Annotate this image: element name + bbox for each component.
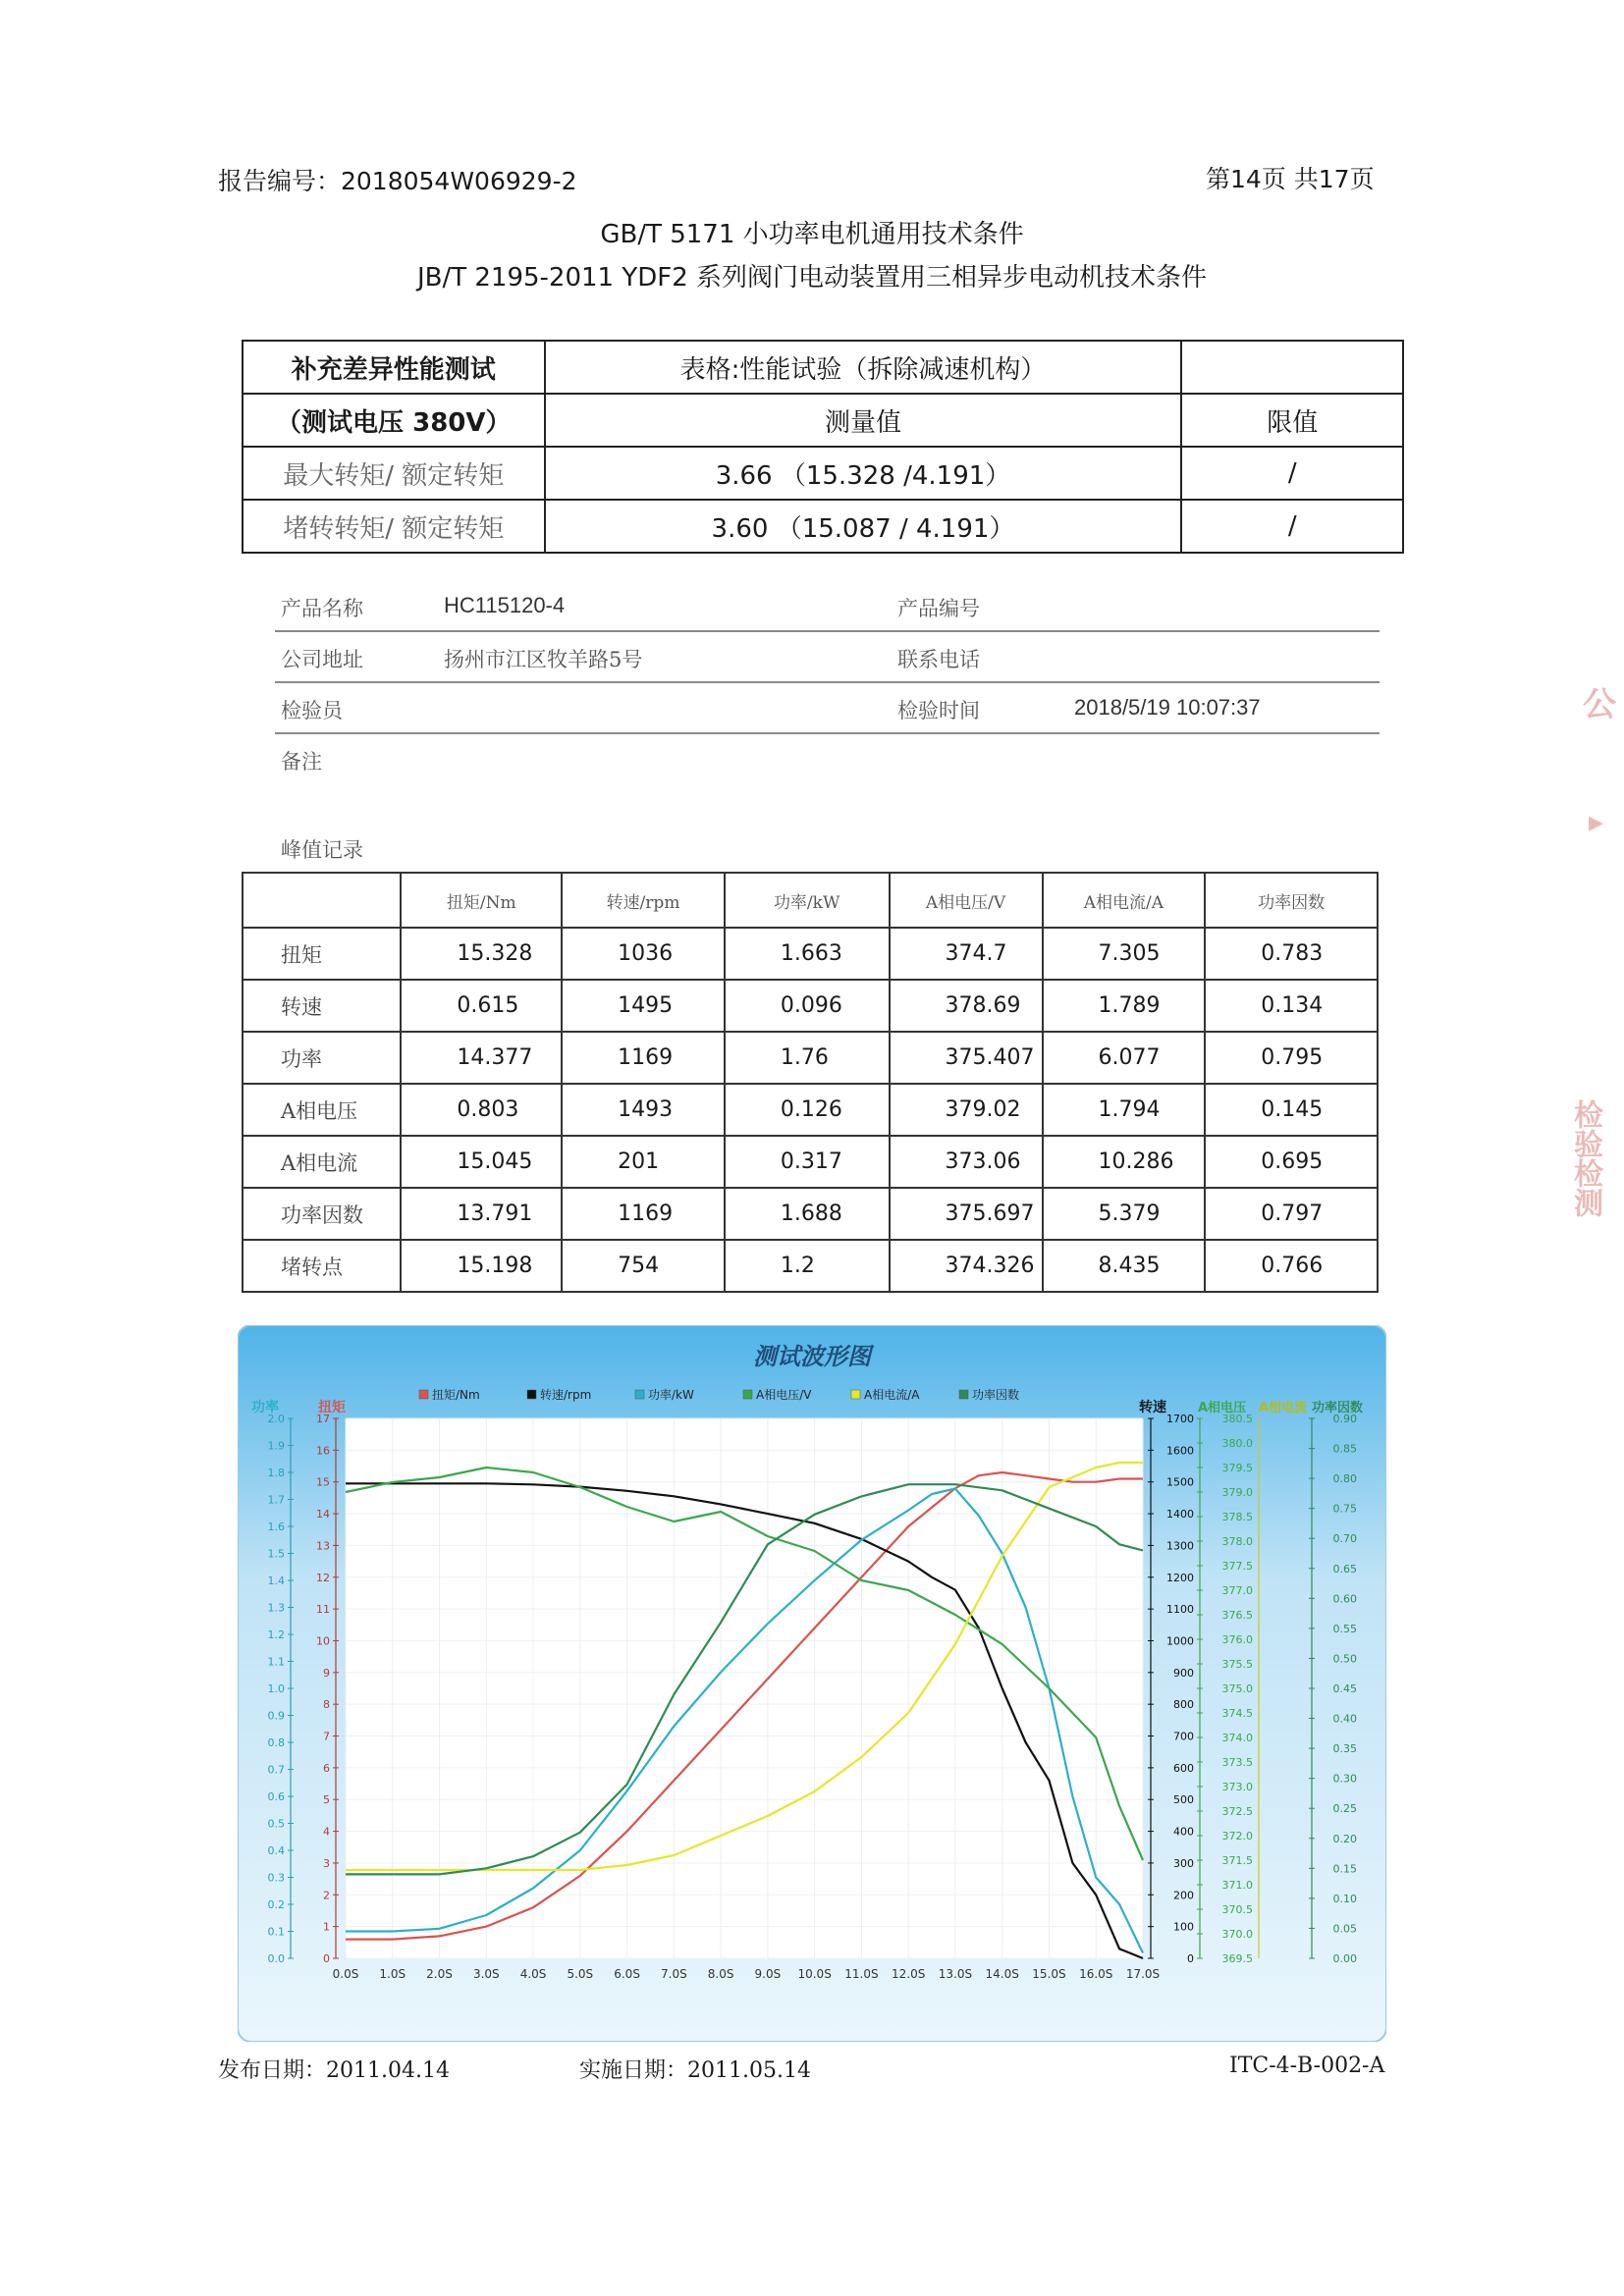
- power-axis-tick-label: 0.2: [267, 1898, 285, 1911]
- waveform-chart: [238, 1325, 1386, 2042]
- x-tick-label: 14.0S: [985, 1967, 1019, 1981]
- power-axis-tick-label: 1.9: [267, 1439, 285, 1453]
- pf-axis-tick-label: 0.65: [1332, 1562, 1357, 1575]
- torque-axis-tick-label: 0: [323, 1952, 330, 1965]
- cell: 6.077: [1043, 1032, 1206, 1084]
- legend-label: A相电压/V: [756, 1388, 812, 1402]
- cell: 0.145: [1205, 1084, 1378, 1136]
- cell: 0.096: [725, 980, 890, 1032]
- cell: 1495: [562, 980, 725, 1032]
- torque-axis-tick-label: 12: [316, 1571, 330, 1584]
- inspection-time: 2018/5/19 10:07:37: [1074, 695, 1261, 720]
- power-axis-tick-label: 1.5: [267, 1547, 285, 1561]
- power-axis-tick-label: 1.3: [267, 1601, 285, 1615]
- report-number: 报告编号：2018054W06929-2: [218, 167, 577, 195]
- power-axis-tick-label: 1.1: [267, 1655, 285, 1669]
- x-tick-label: 11.0S: [844, 1967, 879, 1981]
- pf-axis-tick-label: 0.60: [1332, 1592, 1357, 1606]
- power-axis-tick-label: 0.5: [267, 1817, 285, 1831]
- speed-axis-tick-label: 1200: [1166, 1571, 1194, 1584]
- torque-axis-tick-label: 17: [316, 1413, 330, 1425]
- cell: 7.305: [1043, 928, 1206, 980]
- cell: 1169: [562, 1032, 725, 1084]
- speed-axis-tick-label: 1000: [1166, 1634, 1194, 1648]
- cell: 13.791: [401, 1188, 562, 1240]
- seal-fragment: 公: [1583, 685, 1616, 724]
- legend-swatch: [743, 1390, 752, 1399]
- seal-fragment: 检验检测: [1568, 1099, 1602, 1217]
- performance-summary-table: [242, 340, 1404, 554]
- row-label: 功率因数: [243, 1188, 401, 1240]
- time-label: 检验时间: [897, 699, 980, 722]
- cell: 1169: [562, 1188, 725, 1240]
- pf-axis-tick-label: 0.85: [1332, 1442, 1357, 1456]
- power-axis-tick-label: 1.7: [267, 1493, 285, 1507]
- limit-header: 限值: [1181, 394, 1403, 447]
- speed-axis-tick-label: 1500: [1166, 1475, 1194, 1489]
- x-tick-label: 9.0S: [754, 1967, 782, 1981]
- voltage-axis-tick-label: 380.0: [1221, 1437, 1253, 1450]
- table-row: [243, 500, 1403, 553]
- cell: 0.126: [725, 1084, 890, 1136]
- pf-axis-tick-label: 0.10: [1332, 1892, 1357, 1905]
- cell: 1.794: [1043, 1084, 1206, 1136]
- speed-axis-tick-label: 300: [1173, 1856, 1194, 1870]
- torque-axis-tick-label: 10: [316, 1634, 330, 1648]
- cell: 1036: [562, 928, 725, 980]
- speed-axis-tick-label: 600: [1173, 1761, 1194, 1775]
- row-label: 堵转点: [243, 1240, 401, 1292]
- torque-axis-tick-label: 5: [323, 1793, 330, 1807]
- torque-axis-tick-label: 9: [323, 1666, 330, 1680]
- x-tick-label: 17.0S: [1125, 1967, 1161, 1981]
- power-axis-tick-label: 0.8: [267, 1736, 285, 1749]
- row-label: 扭矩: [243, 928, 401, 980]
- x-tick-label: 15.0S: [1032, 1967, 1066, 1981]
- x-tick-label: 8.0S: [707, 1967, 734, 1981]
- power-axis-tick-label: 0.3: [267, 1871, 285, 1885]
- power-axis-tick-label: 0.9: [267, 1709, 285, 1723]
- voltage-axis-tick-label: 370.5: [1221, 1903, 1253, 1916]
- torque-axis-tick-label: 6: [323, 1761, 330, 1775]
- pf-axis-tick-label: 0.15: [1332, 1862, 1357, 1876]
- voltage-axis-tick-label: 373.0: [1221, 1781, 1253, 1793]
- legend-swatch: [851, 1390, 860, 1399]
- cell: 375.407: [890, 1032, 1043, 1084]
- page-indicator: 第14页 共17页: [1206, 165, 1375, 193]
- x-tick-label: 1.0S: [379, 1967, 406, 1981]
- cell: 0.317: [725, 1136, 890, 1188]
- cell: 379.02: [890, 1084, 1043, 1136]
- cell: 1.76: [725, 1032, 890, 1084]
- remark-label: 备注: [281, 750, 322, 774]
- x-tick-label: 10.0S: [797, 1967, 832, 1981]
- col-header: A相电压/V: [890, 873, 1043, 928]
- cell: 201: [562, 1136, 725, 1188]
- voltage-axis-tick-label: 379.5: [1221, 1462, 1253, 1474]
- info-row-address: [275, 630, 1380, 683]
- pf-axis-tick-label: 0.50: [1332, 1652, 1357, 1666]
- table-row: [243, 1136, 1378, 1188]
- pf-axis-tick-label: 0.70: [1332, 1532, 1357, 1546]
- x-tick-label: 5.0S: [567, 1967, 594, 1981]
- row-value: 3.60 （15.087 / 4.191）: [545, 500, 1182, 553]
- address: 扬州市江区牧羊路5号: [444, 648, 643, 671]
- legend-label: A相电流/A: [864, 1388, 920, 1402]
- product-name-label: 产品名称: [281, 597, 363, 620]
- measured-header: 测量值: [545, 394, 1182, 447]
- col-header: A相电流/A: [1043, 873, 1206, 928]
- voltage-axis-tick-label: 373.5: [1221, 1756, 1253, 1769]
- voltage-axis-tick-label: 372.0: [1221, 1830, 1253, 1842]
- cell: 0.615: [401, 980, 562, 1032]
- voltage-axis-label: A相电压: [1198, 1401, 1247, 1415]
- speed-axis-tick-label: 1100: [1166, 1603, 1194, 1617]
- speed-axis-tick-label: 1600: [1166, 1444, 1194, 1458]
- torque-axis-tick-label: 8: [323, 1698, 330, 1712]
- pf-axis-tick-label: 0.90: [1332, 1413, 1357, 1425]
- cell: 0.795: [1205, 1032, 1378, 1084]
- speed-axis-tick-label: 100: [1173, 1920, 1194, 1934]
- voltage-axis-tick-label: 378.0: [1221, 1535, 1253, 1548]
- torque-axis-tick-label: 3: [323, 1856, 330, 1870]
- torque-axis-tick-label: 2: [323, 1889, 330, 1902]
- seal-fragment: ▸: [1589, 805, 1604, 839]
- cell: 0.797: [1205, 1188, 1378, 1240]
- voltage-axis-tick-label: 369.5: [1221, 1952, 1253, 1965]
- row-limit: /: [1181, 447, 1403, 500]
- col-header: 转速/rpm: [562, 873, 725, 928]
- pf-axis-tick-label: 0.75: [1332, 1502, 1357, 1516]
- speed-axis-tick-label: 1400: [1166, 1508, 1194, 1522]
- voltage-axis-tick-label: 380.5: [1221, 1413, 1253, 1425]
- pf-axis-tick-label: 0.25: [1332, 1802, 1357, 1816]
- legend-swatch: [419, 1390, 428, 1399]
- address-label: 公司地址: [281, 648, 363, 671]
- power-axis-tick-label: 0.1: [267, 1925, 285, 1939]
- speed-axis-tick-label: 1700: [1166, 1413, 1194, 1425]
- power-axis-tick-label: 1.0: [267, 1682, 285, 1695]
- cell: 0.134: [1205, 980, 1378, 1032]
- speed-axis-tick-label: 500: [1173, 1793, 1194, 1807]
- table-row: [243, 928, 1378, 980]
- table-row: [243, 980, 1378, 1032]
- product-no-label: 产品编号: [897, 597, 980, 620]
- row-label: 堵转转矩/ 额定转矩: [243, 500, 545, 553]
- row-label: 功率: [243, 1032, 401, 1084]
- x-tick-label: 4.0S: [519, 1967, 547, 1981]
- cell: 15.198: [401, 1240, 562, 1292]
- x-tick-label: 7.0S: [661, 1967, 687, 1981]
- corner-cell: [243, 873, 401, 928]
- cell: 375.697: [890, 1188, 1043, 1240]
- x-tick-label: 6.0S: [614, 1967, 640, 1981]
- torque-axis-tick-label: 15: [316, 1475, 330, 1489]
- form-code: ITC-4-B-002-A: [1229, 2054, 1385, 2078]
- cell: 0.695: [1205, 1136, 1378, 1188]
- voltage-axis-tick-label: 375.0: [1221, 1682, 1253, 1695]
- x-tick-label: 3.0S: [472, 1967, 500, 1981]
- power-axis-tick-label: 1.2: [267, 1629, 285, 1641]
- speed-axis-tick-label: 900: [1173, 1666, 1194, 1680]
- power-axis-tick-label: 0.6: [267, 1790, 285, 1803]
- voltage-axis-tick-label: 377.5: [1221, 1560, 1253, 1573]
- voltage-axis-tick-label: 374.5: [1221, 1707, 1253, 1720]
- cell: 378.69: [890, 980, 1043, 1032]
- x-tick-label: 2.0S: [426, 1967, 453, 1981]
- standard-line-1: GB/T 5171 小功率电机通用技术条件: [600, 220, 1024, 249]
- cell: 373.06: [890, 1136, 1043, 1188]
- speed-axis-tick-label: 200: [1173, 1889, 1194, 1902]
- x-tick-label: 0.0S: [332, 1967, 359, 1981]
- torque-axis-tick-label: 4: [323, 1825, 330, 1839]
- power-axis-tick-label: 0.7: [267, 1763, 285, 1777]
- voltage-axis-tick-label: 377.0: [1221, 1584, 1253, 1597]
- table-row: [243, 1032, 1378, 1084]
- power-axis-tick-label: 2.0: [267, 1413, 285, 1425]
- cell: 1.688: [725, 1188, 890, 1240]
- cell: 1.2: [725, 1240, 890, 1292]
- cell: 0.783: [1205, 928, 1378, 980]
- cell: 0.803: [401, 1084, 562, 1136]
- speed-axis-label: 转速: [1139, 1400, 1166, 1415]
- pf-axis-tick-label: 0.55: [1332, 1622, 1357, 1635]
- x-tick-label: 12.0S: [892, 1967, 926, 1981]
- test-title: 补充差异性能测试: [243, 341, 545, 394]
- cell: 15.328: [401, 928, 562, 980]
- power-axis-tick-label: 1.4: [267, 1575, 285, 1587]
- phone-label: 联系电话: [897, 648, 980, 671]
- peak-title: 峰值记录: [281, 838, 363, 862]
- test-voltage: （测试电压 380V）: [243, 394, 545, 447]
- cell: 15.045: [401, 1136, 562, 1188]
- peak-record-table: [242, 872, 1379, 1293]
- chart-title: 测试波形图: [753, 1342, 871, 1370]
- legend-swatch: [527, 1390, 536, 1399]
- torque-axis-tick-label: 14: [316, 1508, 330, 1522]
- info-row-product: [275, 579, 1380, 632]
- torque-axis-tick-label: 1: [323, 1920, 330, 1934]
- power-axis-label: 功率: [251, 1400, 279, 1415]
- row-label: 最大转矩/ 额定转矩: [243, 447, 545, 500]
- current-axis-label: A相电流: [1259, 1401, 1308, 1415]
- row-limit: /: [1181, 500, 1403, 553]
- inspector-label: 检验员: [281, 699, 343, 722]
- legend-label: 扭矩/Nm: [432, 1388, 480, 1402]
- table-row: [243, 1240, 1378, 1292]
- row-label: A相电压: [243, 1084, 401, 1136]
- info-row-inspector: [275, 681, 1380, 734]
- pf-axis-tick-label: 0.80: [1332, 1472, 1357, 1486]
- power-axis-tick-label: 1.8: [267, 1467, 285, 1479]
- voltage-axis-tick-label: 376.5: [1221, 1609, 1253, 1622]
- cell: 1.663: [725, 928, 890, 980]
- legend-label: 功率因数: [972, 1388, 1020, 1402]
- pf-axis-label: 功率因数: [1312, 1401, 1364, 1415]
- torque-axis-tick-label: 16: [316, 1444, 330, 1458]
- col-header: 功率因数: [1205, 873, 1378, 928]
- table-row: [243, 447, 1403, 500]
- legend-swatch: [959, 1390, 968, 1399]
- cell: 374.326: [890, 1240, 1043, 1292]
- legend-label: 功率/kW: [648, 1388, 694, 1402]
- row-value: 3.66 （15.328 /4.191）: [545, 447, 1182, 500]
- cell: 10.286: [1043, 1136, 1206, 1188]
- empty-cell: [1181, 341, 1403, 394]
- cell: 8.435: [1043, 1240, 1206, 1292]
- pf-axis-tick-label: 0.05: [1332, 1922, 1357, 1936]
- pf-axis-tick-label: 0.30: [1332, 1772, 1357, 1786]
- speed-axis-tick-label: 0: [1187, 1952, 1194, 1965]
- voltage-axis-tick-label: 371.5: [1221, 1854, 1253, 1867]
- power-axis-tick-label: 0.0: [267, 1952, 285, 1965]
- voltage-axis-tick-label: 379.0: [1221, 1486, 1253, 1499]
- pf-axis-tick-label: 0.00: [1332, 1952, 1357, 1965]
- pf-axis-tick-label: 0.45: [1332, 1682, 1357, 1695]
- table-row: [243, 1084, 1378, 1136]
- speed-axis-tick-label: 800: [1173, 1698, 1194, 1712]
- x-tick-label: 16.0S: [1079, 1967, 1113, 1981]
- cell: 5.379: [1043, 1188, 1206, 1240]
- issue-date: 发布日期：2011.04.14: [218, 2058, 450, 2083]
- legend-swatch: [635, 1390, 644, 1399]
- voltage-axis-tick-label: 374.0: [1221, 1732, 1253, 1744]
- pf-axis-tick-label: 0.20: [1332, 1832, 1357, 1845]
- row-label: 转速: [243, 980, 401, 1032]
- cell: 0.766: [1205, 1240, 1378, 1292]
- col-header: 功率/kW: [725, 873, 890, 928]
- speed-axis-tick-label: 1300: [1166, 1539, 1194, 1553]
- voltage-axis-tick-label: 378.5: [1221, 1511, 1253, 1523]
- pf-axis-tick-label: 0.40: [1332, 1712, 1357, 1726]
- voltage-axis-tick-label: 372.5: [1221, 1805, 1253, 1818]
- voltage-axis-tick-label: 375.5: [1221, 1658, 1253, 1671]
- torque-axis-label: 扭矩: [318, 1400, 346, 1415]
- col-header: 扭矩/Nm: [401, 873, 562, 928]
- product-name: HC115120-4: [444, 593, 566, 617]
- cell: 754: [562, 1240, 725, 1292]
- torque-axis-tick-label: 11: [316, 1603, 330, 1617]
- row-label: A相电流: [243, 1136, 401, 1188]
- power-axis-tick-label: 1.6: [267, 1521, 285, 1533]
- voltage-axis-tick-label: 371.0: [1221, 1879, 1253, 1892]
- cell: 1493: [562, 1084, 725, 1136]
- standard-line-2: JB/T 2195-2011 YDF2 系列阀门电动装置用三相异步电动机技术条件: [416, 263, 1208, 293]
- voltage-axis-tick-label: 376.0: [1221, 1633, 1253, 1646]
- voltage-axis-tick-label: 370.0: [1221, 1928, 1253, 1941]
- legend-label: 转速/rpm: [540, 1388, 592, 1402]
- speed-axis-tick-label: 700: [1173, 1730, 1194, 1743]
- x-tick-label: 13.0S: [938, 1967, 973, 1981]
- torque-axis-tick-label: 7: [323, 1730, 330, 1743]
- speed-axis-tick-label: 400: [1173, 1825, 1194, 1839]
- cell: 374.7: [890, 928, 1043, 980]
- table-title: 表格:性能试验（拆除减速机构）: [545, 341, 1182, 394]
- pf-axis-tick-label: 0.35: [1332, 1742, 1357, 1756]
- power-axis-tick-label: 0.4: [267, 1844, 285, 1857]
- table-row: [243, 1188, 1378, 1240]
- cell: 1.789: [1043, 980, 1206, 1032]
- implement-date: 实施日期：2011.05.14: [579, 2058, 811, 2083]
- torque-axis-tick-label: 13: [316, 1539, 330, 1553]
- cell: 14.377: [401, 1032, 562, 1084]
